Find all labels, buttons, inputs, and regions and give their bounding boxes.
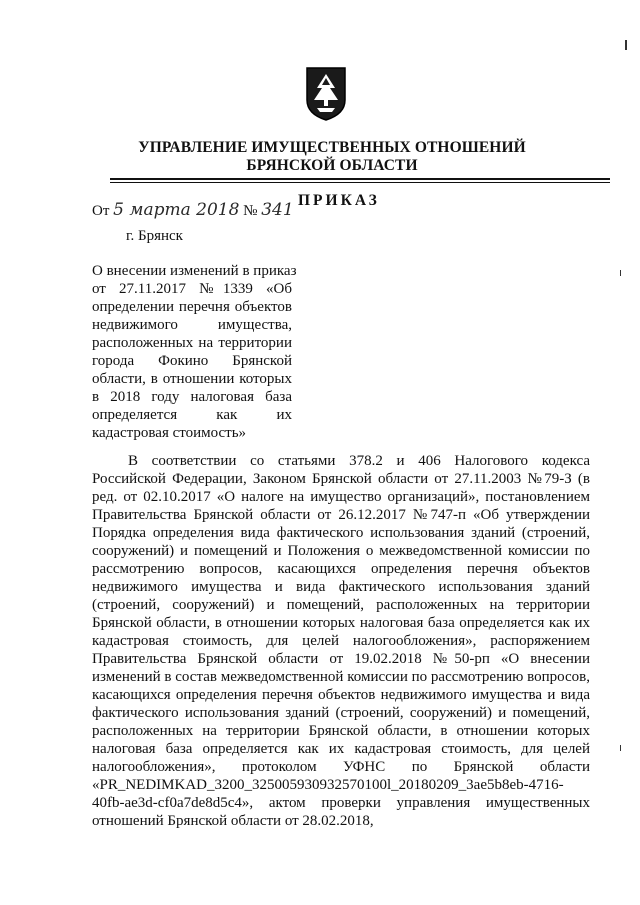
order-subject <box>92 262 297 442</box>
header-divider-thin <box>110 182 610 183</box>
subject-line: от 27.11.2017 №1339 «Об <box>92 281 292 297</box>
body-line: Правительства Брянской области от 26.12.2017 №747-п «Об утверждении <box>92 507 590 523</box>
body-line: сооружений) и помещений и Положения о межведомственной комиссии по <box>92 543 590 559</box>
body-line: В соответствии со статьями 378.2 и 406 Налогового кодекса <box>128 453 590 469</box>
body-line: Российской Федерации, Законом Брянской области от 27.11.2003 №79-З (в <box>92 471 590 487</box>
order-date-number-line <box>92 200 294 220</box>
subject-line: определении перечня объектов <box>92 299 292 315</box>
scan-mark <box>620 745 621 751</box>
subject-line: О внесении изменений в приказ <box>92 263 297 279</box>
body-line: Правительства Брянской области от 19.02.2018 №50-рп «О внесении <box>92 651 590 667</box>
order-body-paragraph <box>92 452 590 830</box>
body-line: рассмотрению вопросов, касающихся определения перечня объектов <box>92 561 590 577</box>
body-line: Порядка определения вида фактического использования зданий (строений, <box>92 525 590 541</box>
header-divider-thick <box>110 178 610 180</box>
body-line: кадастровая стоимость, для целей налогообложения», распоряжением <box>92 633 590 649</box>
body-line: отношений Брянской области от 28.02.2018, <box>92 813 374 829</box>
subject-line: в 2018 году налоговая база <box>92 389 292 405</box>
subject-line: кадастровая стоимость» <box>92 425 247 441</box>
scan-mark <box>625 40 627 50</box>
body-line: Брянской области, в отношении которых налоговая база определяется как их <box>92 615 590 631</box>
issuer-name-line2: БРЯНСКОЙ ОБЛАСТИ <box>246 157 418 174</box>
body-line: касающихся определения перечня объектов недвижимого имущества и вида <box>92 687 590 703</box>
handwritten-date: 5 марта 2018 <box>113 200 240 220</box>
body-line: ред. от 02.10.2017 «О налоге на имущество организаций», постановлением <box>92 489 590 505</box>
document-type-title: ПРИКАЗ <box>298 192 380 209</box>
body-line: налогообложения», протоколом УФНС по Брянской области <box>92 759 590 775</box>
number-label: № <box>243 203 258 219</box>
body-line: недвижимого имущества и вида фактического использования зданий <box>92 579 590 595</box>
body-line: налоговая база определяется как их кадастровая стоимость, для целей <box>92 741 590 757</box>
subject-line: области, в отношении которых <box>92 371 292 387</box>
from-label: От <box>92 203 110 219</box>
city-name: г. Брянск <box>126 228 183 244</box>
subject-line: города Фокино Брянской <box>92 353 292 369</box>
issuer-name-line1: УПРАВЛЕНИЕ ИМУЩЕСТВЕННЫХ ОТНОШЕНИЙ <box>138 139 526 156</box>
subject-line: расположенных на территории <box>92 335 292 351</box>
body-line: (строений, сооружений) и помещений, расположенных на территории <box>92 597 590 613</box>
body-line: расположенных на территории Брянской области, в отношении которых <box>92 723 590 739</box>
body-line: фактического использования зданий (строений, сооружений) и помещений, <box>92 705 590 721</box>
body-line: «PR_NEDIMKAD_3200_325005930932570100l_20180209_3ae5b8eb-4716- <box>92 777 564 793</box>
body-line: 40fb-ae3d-cf0a7de8d5c4», актом проверки управления имущественных <box>92 795 590 811</box>
scan-mark <box>620 270 621 276</box>
body-line: изменений в состав межведомственной комиссии по рассмотрению вопросов, <box>92 669 590 685</box>
subject-line: определяется как их <box>92 407 292 423</box>
handwritten-number: 341 <box>261 200 294 220</box>
subject-line: недвижимого имущества, <box>92 317 292 333</box>
coat-of-arms-emblem <box>305 66 347 122</box>
